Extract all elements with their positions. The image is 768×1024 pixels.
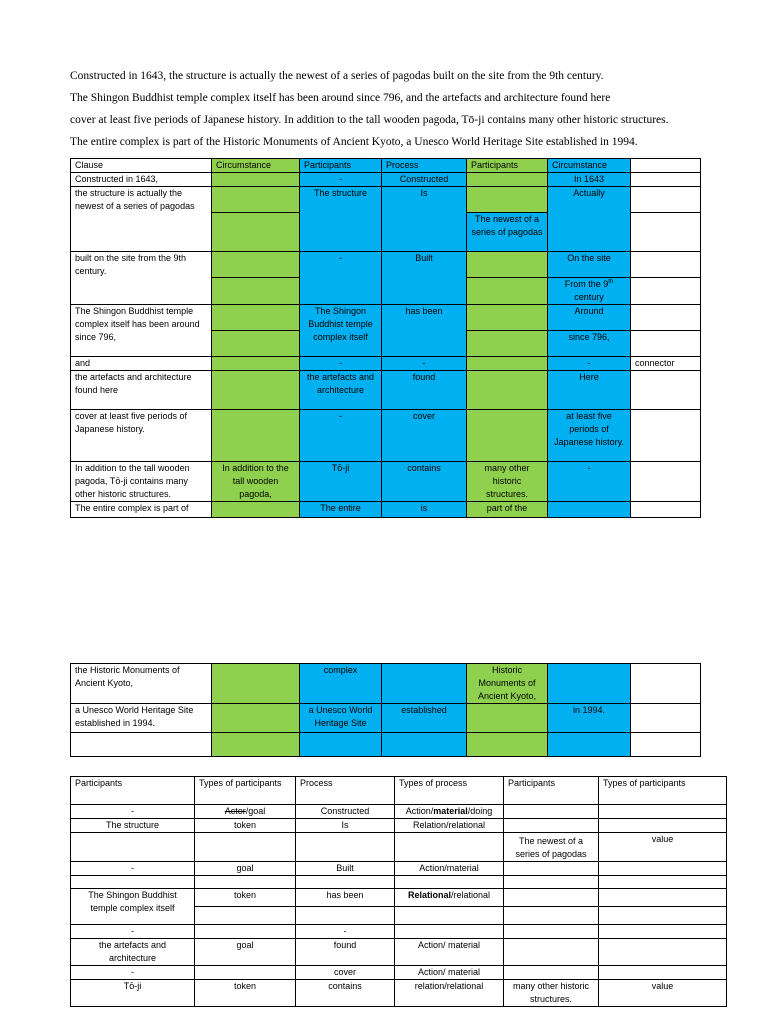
- table-cell: [467, 278, 548, 305]
- table-row: [71, 862, 727, 876]
- bold-text: Relational: [407, 890, 451, 900]
- table-cell: [212, 664, 300, 704]
- table-cell: [504, 907, 599, 925]
- table-cell: In 1643: [548, 173, 631, 187]
- table-cell: [467, 733, 548, 757]
- table-cell: the artefacts and architecture: [300, 371, 382, 410]
- table-row: [71, 462, 701, 502]
- table-cell: Constructed in 1643,: [71, 173, 212, 187]
- table-cell: In addition to the tall wooden pagoda,: [212, 462, 300, 502]
- table-cell: token: [195, 889, 296, 907]
- table-cell: [296, 833, 395, 862]
- table-cell: -: [300, 252, 382, 305]
- paragraph-line: cover at least five periods of Japanese history. In addition to the tall wooden pagoda, Tō-ji contains many other historic structures.: [70, 114, 669, 126]
- table-cell: -: [548, 357, 631, 371]
- table-cell: [212, 252, 300, 278]
- table-cell: [195, 805, 296, 819]
- table-cell: [467, 371, 548, 410]
- table-cell: [395, 876, 504, 889]
- cell-text: century: [574, 292, 604, 302]
- table-cell: found: [296, 939, 395, 966]
- table-cell: [195, 966, 296, 980]
- header-cell: Participants: [467, 159, 548, 173]
- table-row: [71, 371, 701, 410]
- table-row: [71, 925, 727, 939]
- cell-text: From the 9: [564, 279, 609, 289]
- table-row: [71, 733, 701, 757]
- table-cell: the artefacts and architecture found here: [71, 371, 212, 410]
- analysis-paragraph: [70, 65, 710, 153]
- table-cell: [296, 876, 395, 889]
- paragraph-line: Constructed in 1643, the structure is actually the newest of a series of pagodas built on the site from the 9th century.: [70, 70, 604, 82]
- table-cell: [631, 187, 701, 213]
- table-cell: [395, 805, 504, 819]
- table-cell: found: [382, 371, 467, 410]
- table-cell: [212, 371, 300, 410]
- table-cell: [395, 907, 504, 925]
- table-cell: has been: [382, 305, 467, 357]
- table-cell: -: [71, 805, 195, 819]
- table-cell: established: [382, 704, 467, 733]
- table-cell: Built: [296, 862, 395, 876]
- table-cell: Action/ material: [395, 939, 504, 966]
- bold-text: material: [433, 806, 468, 816]
- header-cell: Circumstance: [212, 159, 300, 173]
- table-cell: [300, 733, 382, 757]
- table-cell: [631, 331, 701, 357]
- table-cell: [504, 819, 599, 833]
- table-cell: -: [548, 462, 631, 502]
- table-cell: the artefacts and architecture: [71, 939, 195, 966]
- table-row: [71, 980, 727, 1007]
- table-cell: [467, 704, 548, 733]
- table-cell: The Shingon Buddhist temple complex itself has been around since 796,: [71, 305, 212, 357]
- table-row: [71, 173, 701, 187]
- header-cell: Circumstance: [548, 159, 631, 173]
- table-cell: value: [599, 833, 727, 862]
- table-row: [71, 966, 727, 980]
- table-cell: [212, 173, 300, 187]
- table-cell: [504, 805, 599, 819]
- table-row: [71, 876, 727, 889]
- table-cell: [599, 966, 727, 980]
- cell-text: Action/: [405, 806, 434, 816]
- table-header-row: [71, 777, 727, 805]
- table-cell: In addition to the tall wooden pagoda, Tō-ji contains many other historic structures.: [71, 462, 212, 502]
- table-cell: contains: [296, 980, 395, 1007]
- table-row: [71, 805, 727, 819]
- table-cell: -: [382, 357, 467, 371]
- table-cell: -: [71, 966, 195, 980]
- cell-text: /doing: [467, 806, 493, 816]
- table-cell: Tō-ji: [300, 462, 382, 502]
- table-cell: [467, 187, 548, 213]
- table-cell: [548, 502, 631, 518]
- table-cell: [599, 939, 727, 966]
- table-cell: built on the site from the 9th century.: [71, 252, 212, 305]
- table-cell: [631, 371, 701, 410]
- table-cell: [212, 213, 300, 252]
- cell-text: /goal: [245, 806, 266, 816]
- paragraph-line: The entire complex is part of the Historic Monuments of Ancient Kyoto, a Unesco World Heritage Site established in 1994.: [70, 136, 638, 148]
- table-cell: Tō-ji: [71, 980, 195, 1007]
- table-cell: The entire complex is part of: [71, 502, 212, 518]
- table-cell: many other historic structures.: [467, 462, 548, 502]
- table-cell: [599, 876, 727, 889]
- header-cell: Types of participants: [599, 777, 727, 805]
- table-cell: The newest of a series of pagodas: [504, 833, 599, 862]
- struck-text: Actor: [224, 806, 246, 816]
- table-cell: and: [71, 357, 212, 371]
- table-cell: [382, 664, 467, 704]
- table-cell: the structure is actually the newest of a series of pagodas: [71, 187, 212, 252]
- header-cell: Types of process: [395, 777, 504, 805]
- table-cell: [467, 331, 548, 357]
- table-cell: [212, 733, 300, 757]
- table-cell: Constructed: [382, 173, 467, 187]
- table-cell: goal: [195, 862, 296, 876]
- table-row: [71, 305, 701, 331]
- table-cell: is: [382, 502, 467, 518]
- superscript: th: [608, 279, 614, 285]
- table-cell: The newest of a series of pagodas: [467, 213, 548, 252]
- table-row: [71, 939, 727, 966]
- table-cell: [599, 862, 727, 876]
- table-cell: [212, 331, 300, 357]
- table-cell: [212, 187, 300, 213]
- table-cell: -: [71, 862, 195, 876]
- table-cell: [212, 704, 300, 733]
- table-row: [71, 889, 727, 907]
- table-cell: [504, 862, 599, 876]
- table-cell: [395, 833, 504, 862]
- table-cell: On the site: [548, 252, 631, 278]
- table-cell: [467, 305, 548, 331]
- paragraph-line: The Shingon Buddhist temple complex itself has been around since 796, and the artefacts and architecture found here: [70, 92, 611, 104]
- header-cell: Types of participants: [195, 777, 296, 805]
- table-cell: cover at least five periods of Japanese history.: [71, 410, 212, 462]
- table-cell: [631, 410, 701, 462]
- table-row: [71, 664, 701, 704]
- table-cell: -: [300, 410, 382, 462]
- table-cell: relation/relational: [395, 980, 504, 1007]
- table-cell: -: [296, 925, 395, 939]
- table-row: [71, 187, 701, 213]
- table-cell: Historic Monuments of Ancient Kyoto,: [467, 664, 548, 704]
- table-cell: [467, 252, 548, 278]
- table-row: [71, 410, 701, 462]
- table-cell: [599, 805, 727, 819]
- table-cell: [631, 502, 701, 518]
- table-cell: [195, 907, 296, 925]
- table-cell: Is: [382, 187, 467, 252]
- table-cell: Relation/relational: [395, 819, 504, 833]
- header-cell: Process: [382, 159, 467, 173]
- table-cell: [631, 704, 701, 733]
- table-cell: [631, 159, 701, 173]
- table-row: [71, 819, 727, 833]
- table-row: [71, 833, 727, 862]
- table-cell: [599, 819, 727, 833]
- table-cell: The Shingon Buddhist temple complex itself: [300, 305, 382, 357]
- header-cell: Participants: [504, 777, 599, 805]
- table-cell: [467, 357, 548, 371]
- table-cell: [631, 733, 701, 757]
- table-cell: token: [195, 980, 296, 1007]
- table-cell: [395, 889, 504, 907]
- table-cell: complex: [300, 664, 382, 704]
- table-cell: [631, 305, 701, 331]
- table-cell: [504, 925, 599, 939]
- table-cell: since 796,: [548, 331, 631, 357]
- header-cell: Participants: [71, 777, 195, 805]
- table-cell: [212, 357, 300, 371]
- table-cell: Actually: [548, 187, 631, 252]
- table-cell: Here: [548, 371, 631, 410]
- table-cell: [212, 278, 300, 305]
- table-cell: The Shingon Buddhist temple complex itself: [71, 889, 195, 925]
- table-cell: [504, 966, 599, 980]
- table-cell: [212, 305, 300, 331]
- table-cell: -: [71, 925, 195, 939]
- table-cell: Around: [548, 305, 631, 331]
- cell-text: /relational: [450, 890, 491, 900]
- table-cell: [212, 502, 300, 518]
- table-cell: [631, 278, 701, 305]
- table-cell: [71, 733, 212, 757]
- table-cell: Is: [296, 819, 395, 833]
- table-cell: [631, 252, 701, 278]
- table-cell: [195, 833, 296, 862]
- clause-analysis-table-continued: [70, 663, 701, 757]
- table-cell: a Unesco World Heritage Site: [300, 704, 382, 733]
- table-cell: contains: [382, 462, 467, 502]
- participant-types-table: [70, 776, 727, 1007]
- table-cell: -: [300, 357, 382, 371]
- table-cell: [504, 939, 599, 966]
- table-cell: The entire: [300, 502, 382, 518]
- table-cell: [599, 889, 727, 907]
- header-cell: Clause: [71, 159, 212, 173]
- header-cell: Process: [296, 777, 395, 805]
- table-cell: [195, 925, 296, 939]
- table-cell: [71, 833, 195, 862]
- table-row: [71, 502, 701, 518]
- table-cell: [599, 925, 727, 939]
- table-cell: token: [195, 819, 296, 833]
- table-cell: Constructed: [296, 805, 395, 819]
- table-row: [71, 357, 701, 371]
- table-cell: [631, 213, 701, 252]
- table-cell: [599, 907, 727, 925]
- table-cell: [395, 925, 504, 939]
- table-cell: The structure: [71, 819, 195, 833]
- header-cell: Participants: [300, 159, 382, 173]
- table-cell: Built: [382, 252, 467, 305]
- table-row: [71, 704, 701, 733]
- table-cell: [504, 876, 599, 889]
- table-cell: in 1994.: [548, 704, 631, 733]
- table-cell: part of the: [467, 502, 548, 518]
- table-cell: [296, 907, 395, 925]
- clause-analysis-table: [70, 158, 701, 518]
- table-cell: [71, 876, 195, 889]
- table-cell: [548, 733, 631, 757]
- table-cell: cover: [296, 966, 395, 980]
- table-cell: the Historic Monuments of Ancient Kyoto,: [71, 664, 212, 704]
- table-cell: has been: [296, 889, 395, 907]
- table-cell: goal: [195, 939, 296, 966]
- table-cell: many other historic structures.: [504, 980, 599, 1007]
- table-cell: [467, 173, 548, 187]
- table-cell: Action/ material: [395, 966, 504, 980]
- table-header-row: [71, 159, 701, 173]
- table-cell: connector: [631, 357, 701, 371]
- table-cell: [548, 664, 631, 704]
- table-cell: [382, 733, 467, 757]
- table-cell: [631, 462, 701, 502]
- table-cell: [212, 410, 300, 462]
- table-cell: a Unesco World Heritage Site established in 1994.: [71, 704, 212, 733]
- table-cell: Action/material: [395, 862, 504, 876]
- table-cell: -: [300, 173, 382, 187]
- table-cell: [631, 664, 701, 704]
- table-cell: [631, 173, 701, 187]
- table-cell: [504, 889, 599, 907]
- table-cell: at least five periods of Japanese history.: [548, 410, 631, 462]
- table-cell: value: [599, 980, 727, 1007]
- table-row: [71, 252, 701, 278]
- table-cell: [467, 410, 548, 462]
- table-cell: The structure: [300, 187, 382, 252]
- table-cell: [548, 278, 631, 305]
- table-cell: cover: [382, 410, 467, 462]
- table-cell: [195, 876, 296, 889]
